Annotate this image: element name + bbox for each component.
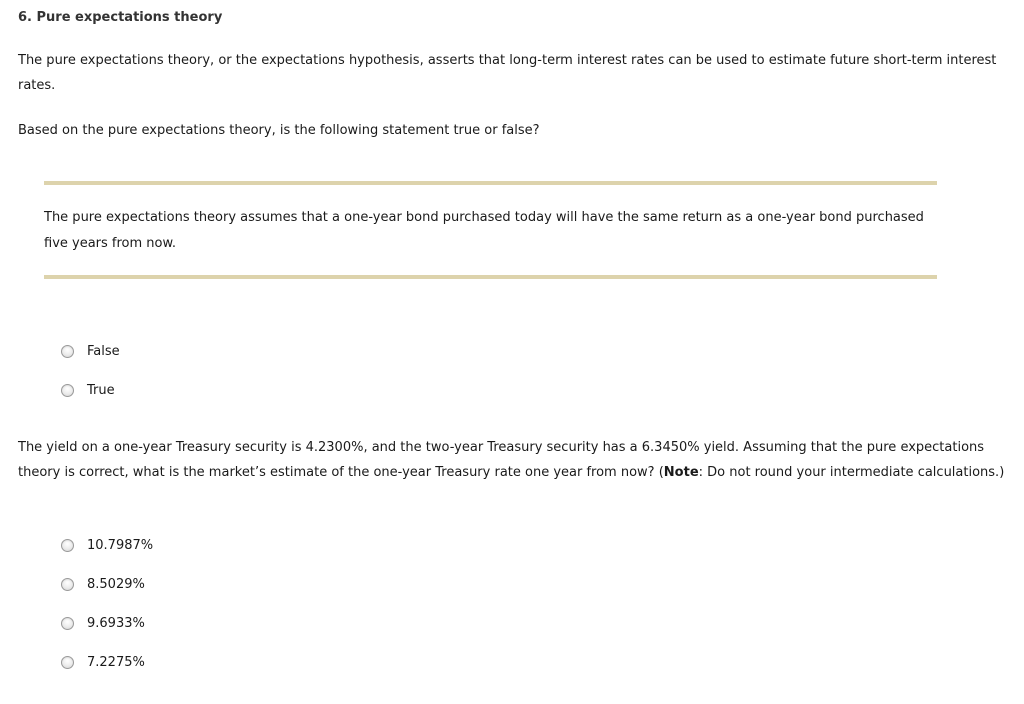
prompt-paragraph: Based on the pure expectations theory, is the following statement true or false?: [18, 123, 540, 138]
radio-button[interactable]: [61, 578, 74, 591]
radio-button[interactable]: [61, 345, 74, 358]
part2-question: [18, 435, 1008, 485]
option-rate-1[interactable]: [61, 535, 153, 555]
radio-button[interactable]: [61, 384, 74, 397]
option-label: False: [87, 343, 120, 359]
option-label: 7.2275%: [87, 654, 145, 670]
radio-button[interactable]: [61, 617, 74, 630]
option-label: 10.7987%: [87, 537, 154, 553]
option-rate-2[interactable]: [61, 574, 145, 594]
option-rate-4[interactable]: [61, 652, 145, 672]
part2-text-before: The yield on a one-year Treasury security is 4.2300%, and the two-year Treasury security has a 6.3450% yield. Assuming that the pure expectations theory is correct, what is the market’s estimate of the one-year Treasury rate one year from now? (: [18, 440, 985, 480]
option-label: True: [87, 382, 115, 398]
note-label: Note: [663, 465, 699, 480]
option-false[interactable]: [61, 341, 120, 361]
statement-top-divider: [44, 181, 937, 185]
radio-button[interactable]: [61, 539, 74, 552]
option-rate-3[interactable]: [61, 613, 145, 633]
option-true[interactable]: [61, 380, 115, 400]
radio-button[interactable]: [61, 656, 74, 669]
option-label: 8.5029%: [87, 576, 145, 592]
question-title: 6. Pure expectations theory: [18, 10, 223, 25]
statement-bottom-divider: [44, 275, 937, 279]
intro-paragraph: The pure expectations theory, or the expectations hypothesis, asserts that long-term interest rates can be used to estimate future short-term interest rates.: [18, 53, 997, 93]
part2-text-after: : Do not round your intermediate calculations.): [698, 465, 1005, 480]
option-label: 9.6933%: [87, 615, 145, 631]
statement-text: The pure expectations theory assumes that a one-year bond purchased today will have the same return as a one-year bond purchased five years from now.: [44, 210, 924, 251]
